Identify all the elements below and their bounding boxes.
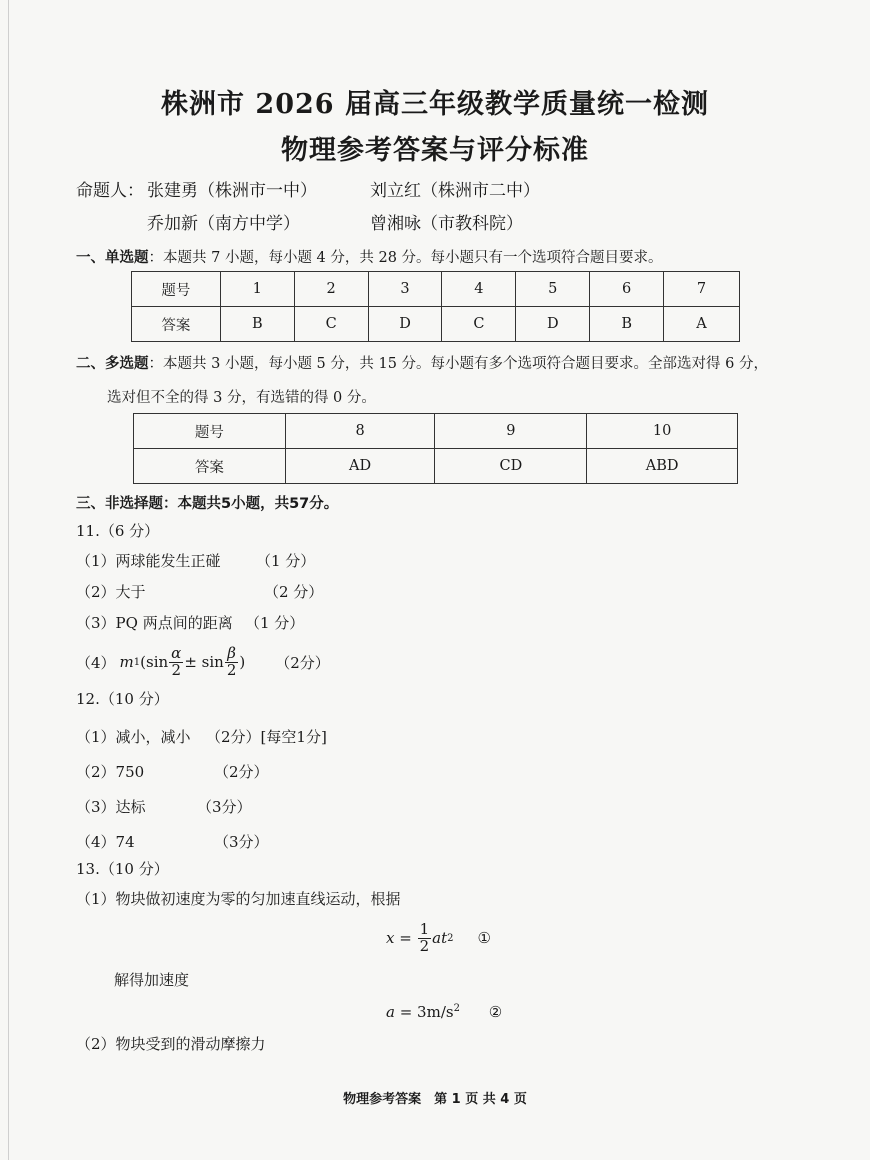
question-number: 5 bbox=[516, 272, 590, 307]
q12-answer-3: （3）达标 bbox=[76, 798, 146, 816]
equation-1 bbox=[386, 918, 491, 958]
answer-cell: D bbox=[516, 307, 590, 342]
answer-cell: CD bbox=[435, 449, 587, 484]
q11-score-2: （2 分） bbox=[264, 583, 324, 601]
q13-line-2: 解得加速度 bbox=[114, 971, 190, 989]
section1-desc: ：本题共 7 小题，每小题 4 分，共 28 分。每小题只有一个选项符合题目要求。 bbox=[148, 250, 663, 266]
authors-label: 命题人： bbox=[76, 181, 144, 201]
q12-heading: 12.（10 分） bbox=[76, 690, 169, 708]
equation-2 bbox=[386, 1003, 502, 1021]
q12-answer-2: （2）750 bbox=[76, 763, 145, 781]
equation-text: = 3m/s bbox=[394, 1003, 454, 1021]
question-number: 1 bbox=[220, 272, 294, 307]
answer-cell: C bbox=[294, 307, 368, 342]
formula-subscript: 1 bbox=[133, 656, 141, 668]
q11-score-4: （2分） bbox=[275, 653, 330, 672]
answer-cell: A bbox=[664, 307, 740, 342]
equation-superscript: 2 bbox=[447, 932, 454, 944]
fraction-denominator: 2 bbox=[171, 660, 182, 679]
fraction bbox=[225, 643, 239, 679]
question-number: 4 bbox=[442, 272, 516, 307]
answer-cell: ABD bbox=[587, 449, 738, 484]
q13-line-3: （2）物块受到的滑动摩擦力 bbox=[76, 1035, 266, 1053]
table-row bbox=[132, 307, 740, 342]
section3-heading: 三、非选择题：本题共5小题，共57分。 bbox=[76, 496, 339, 512]
q11-score-3: （1 分） bbox=[245, 614, 305, 632]
section2-desc: ：本题共 3 小题，每小题 5 分，共 15 分。每小题有多个选项符合题目要求。全部选对得 6 分， bbox=[148, 356, 768, 372]
row-label: 题号 bbox=[134, 414, 286, 449]
q11-score-1: （1 分） bbox=[256, 552, 316, 570]
question-number: 8 bbox=[285, 414, 435, 449]
q11-answer-2: （2）大于 bbox=[76, 583, 146, 601]
answer-cell: B bbox=[220, 307, 294, 342]
formula-text: ) bbox=[239, 653, 246, 671]
section1-heading: 一、单选题 bbox=[76, 250, 149, 266]
formula-text: ± sin bbox=[184, 653, 224, 671]
q12-answer-4: （4）74 bbox=[76, 833, 135, 851]
equation-symbol: at bbox=[432, 929, 448, 947]
formula-symbol: m bbox=[119, 653, 134, 671]
row-label: 答案 bbox=[132, 307, 221, 342]
row-label: 答案 bbox=[134, 449, 286, 484]
section1-text bbox=[76, 246, 663, 267]
q12-score-1: （2分）[每空1分] bbox=[206, 728, 327, 746]
fraction bbox=[169, 643, 183, 679]
question-number: 10 bbox=[587, 414, 738, 449]
answer-cell: B bbox=[590, 307, 664, 342]
q11-heading: 11.（6 分） bbox=[76, 522, 160, 540]
question-number: 7 bbox=[664, 272, 740, 307]
author-2: 刘立红（株洲市二中） bbox=[370, 181, 540, 201]
section1-answer-table bbox=[131, 271, 740, 342]
page-title: 株洲市 2026 届高三年级教学质量统一检测 bbox=[161, 89, 709, 120]
q11-answer-1: （1）两球能发生正碰 bbox=[76, 552, 221, 570]
section2-text bbox=[76, 352, 768, 373]
answer-cell: C bbox=[442, 307, 516, 342]
answer-cell: AD bbox=[285, 449, 435, 484]
equation-symbol: x bbox=[386, 929, 395, 947]
question-number: 9 bbox=[435, 414, 587, 449]
q12-answer-1: （1）减小，减小 bbox=[76, 728, 191, 746]
author-4: 曾湘咏（市教科院） bbox=[370, 214, 523, 234]
page-edge bbox=[8, 0, 9, 1160]
section2-desc-line2: 选对但不全的得 3 分，有选错的得 0 分。 bbox=[107, 390, 376, 406]
table-row bbox=[132, 272, 740, 307]
fraction-numerator: β bbox=[225, 646, 239, 663]
fraction-numerator: α bbox=[171, 643, 182, 662]
q12-score-2: （2分） bbox=[214, 763, 269, 781]
equation-symbol: a bbox=[386, 1003, 395, 1021]
fraction bbox=[418, 919, 432, 955]
q12-score-4: （3分） bbox=[214, 833, 269, 851]
equation-text: = bbox=[394, 929, 417, 947]
q11-formula bbox=[119, 643, 246, 679]
table-row bbox=[134, 414, 738, 449]
section2-answer-table bbox=[133, 413, 738, 484]
section2-heading: 二、多选题 bbox=[76, 356, 149, 372]
row-label: 题号 bbox=[132, 272, 221, 307]
fraction-numerator: 1 bbox=[419, 919, 430, 938]
answer-cell: D bbox=[368, 307, 442, 342]
author-3: 乔加新（南方中学） bbox=[147, 214, 300, 234]
q13-heading: 13.（10 分） bbox=[76, 860, 169, 878]
page-subtitle: 物理参考答案与评分标准 bbox=[281, 135, 589, 166]
author-1: 张建勇（株洲市一中） bbox=[147, 181, 317, 201]
q12-score-3: （3分） bbox=[197, 798, 252, 816]
fraction-denominator: 2 bbox=[419, 936, 430, 955]
equation-number: ① bbox=[477, 929, 491, 947]
table-row bbox=[134, 449, 738, 484]
question-number: 3 bbox=[368, 272, 442, 307]
page-footer: 物理参考答案 第 1 页 共 4 页 bbox=[343, 1092, 527, 1107]
q11-answer-3: （3）PQ 两点间的距离 bbox=[76, 614, 233, 632]
equation-number: ② bbox=[488, 1003, 503, 1021]
question-number: 6 bbox=[590, 272, 664, 307]
formula-text: (sin bbox=[140, 653, 169, 671]
q13-line-1: （1）物块做初速度为零的匀加速直线运动，根据 bbox=[76, 890, 401, 908]
fraction-denominator: 2 bbox=[226, 660, 237, 679]
equation-superscript: 2 bbox=[453, 1003, 460, 1014]
question-number: 2 bbox=[294, 272, 368, 307]
q11-answer-4-prefix: （4） bbox=[76, 653, 116, 672]
q11-answer-4 bbox=[76, 642, 330, 682]
